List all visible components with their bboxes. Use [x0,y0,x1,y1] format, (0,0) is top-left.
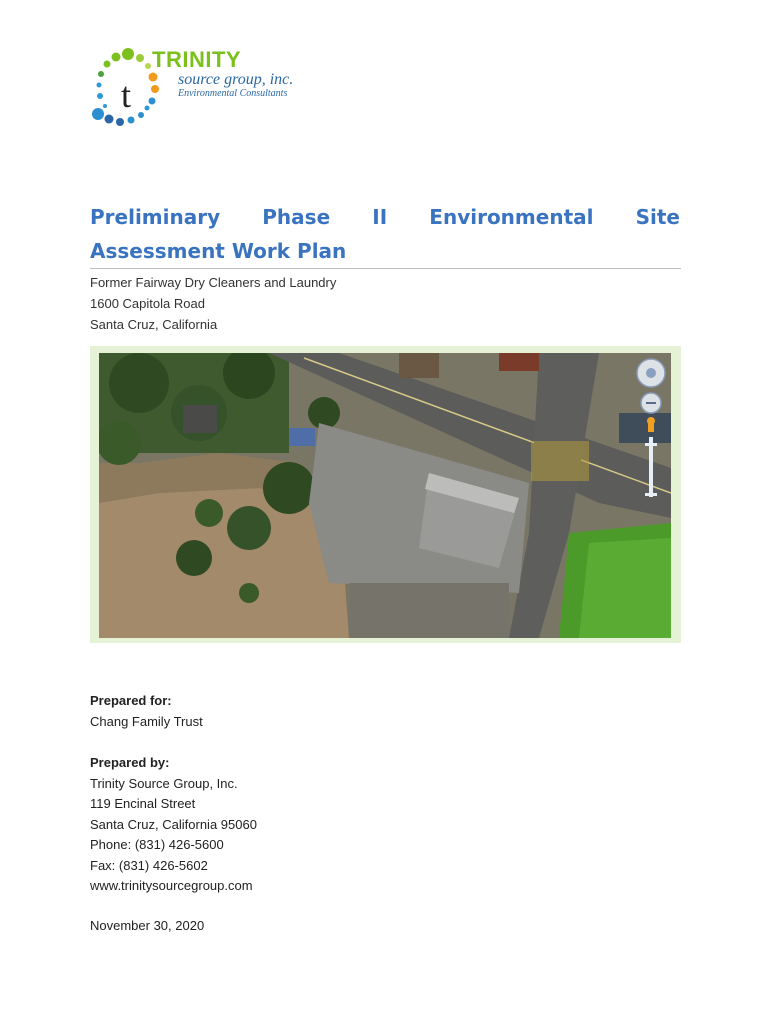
svg-text:t: t [120,75,132,115]
site-address-block [90,272,336,335]
prepared-by-company: Trinity Source Group, Inc. [90,775,238,791]
aerial-map-image [99,353,671,638]
document-date: November 30, 2020 [90,918,205,933]
prepared-by-label: Prepared by: [90,755,170,770]
prepared-by-street: 119 Encinal Street [90,796,196,811]
prepared-for-label: Prepared for: [90,693,172,708]
prepared-by-website: www.trinitysourcegroup.com [90,878,253,893]
prepared-by-phone: Phone: (831) 426-5600 [90,837,224,852]
logo-subtitle: source group, inc. [178,71,294,88]
prepared-for-block [90,691,203,732]
logo-tagline: Environmental Consultants [178,88,288,99]
zoom-in-icon [641,393,661,413]
prepared-by-city: Santa Cruz, California 95060 [90,816,257,832]
site-name: Former Fairway Dry Cleaners and Laundry [90,275,337,290]
aerial-site-photo [90,346,681,643]
title-divider [90,268,681,269]
pegman-icon [647,417,655,432]
document-title: Preliminary Phase II Environmental Site Assessment Work Plan [90,205,680,263]
prepared-by-block [90,753,257,897]
prepared-by-fax: Fax: (831) 426-5602 [90,857,208,873]
company-logo [88,44,318,132]
site-street: 1600 Capitola Road [90,296,205,311]
site-city: Santa Cruz, California [90,317,218,332]
prepared-for-name: Chang Family Trust [90,713,203,729]
logo-company-name: TRINITY [152,47,242,72]
pan-control-icon [637,359,665,387]
